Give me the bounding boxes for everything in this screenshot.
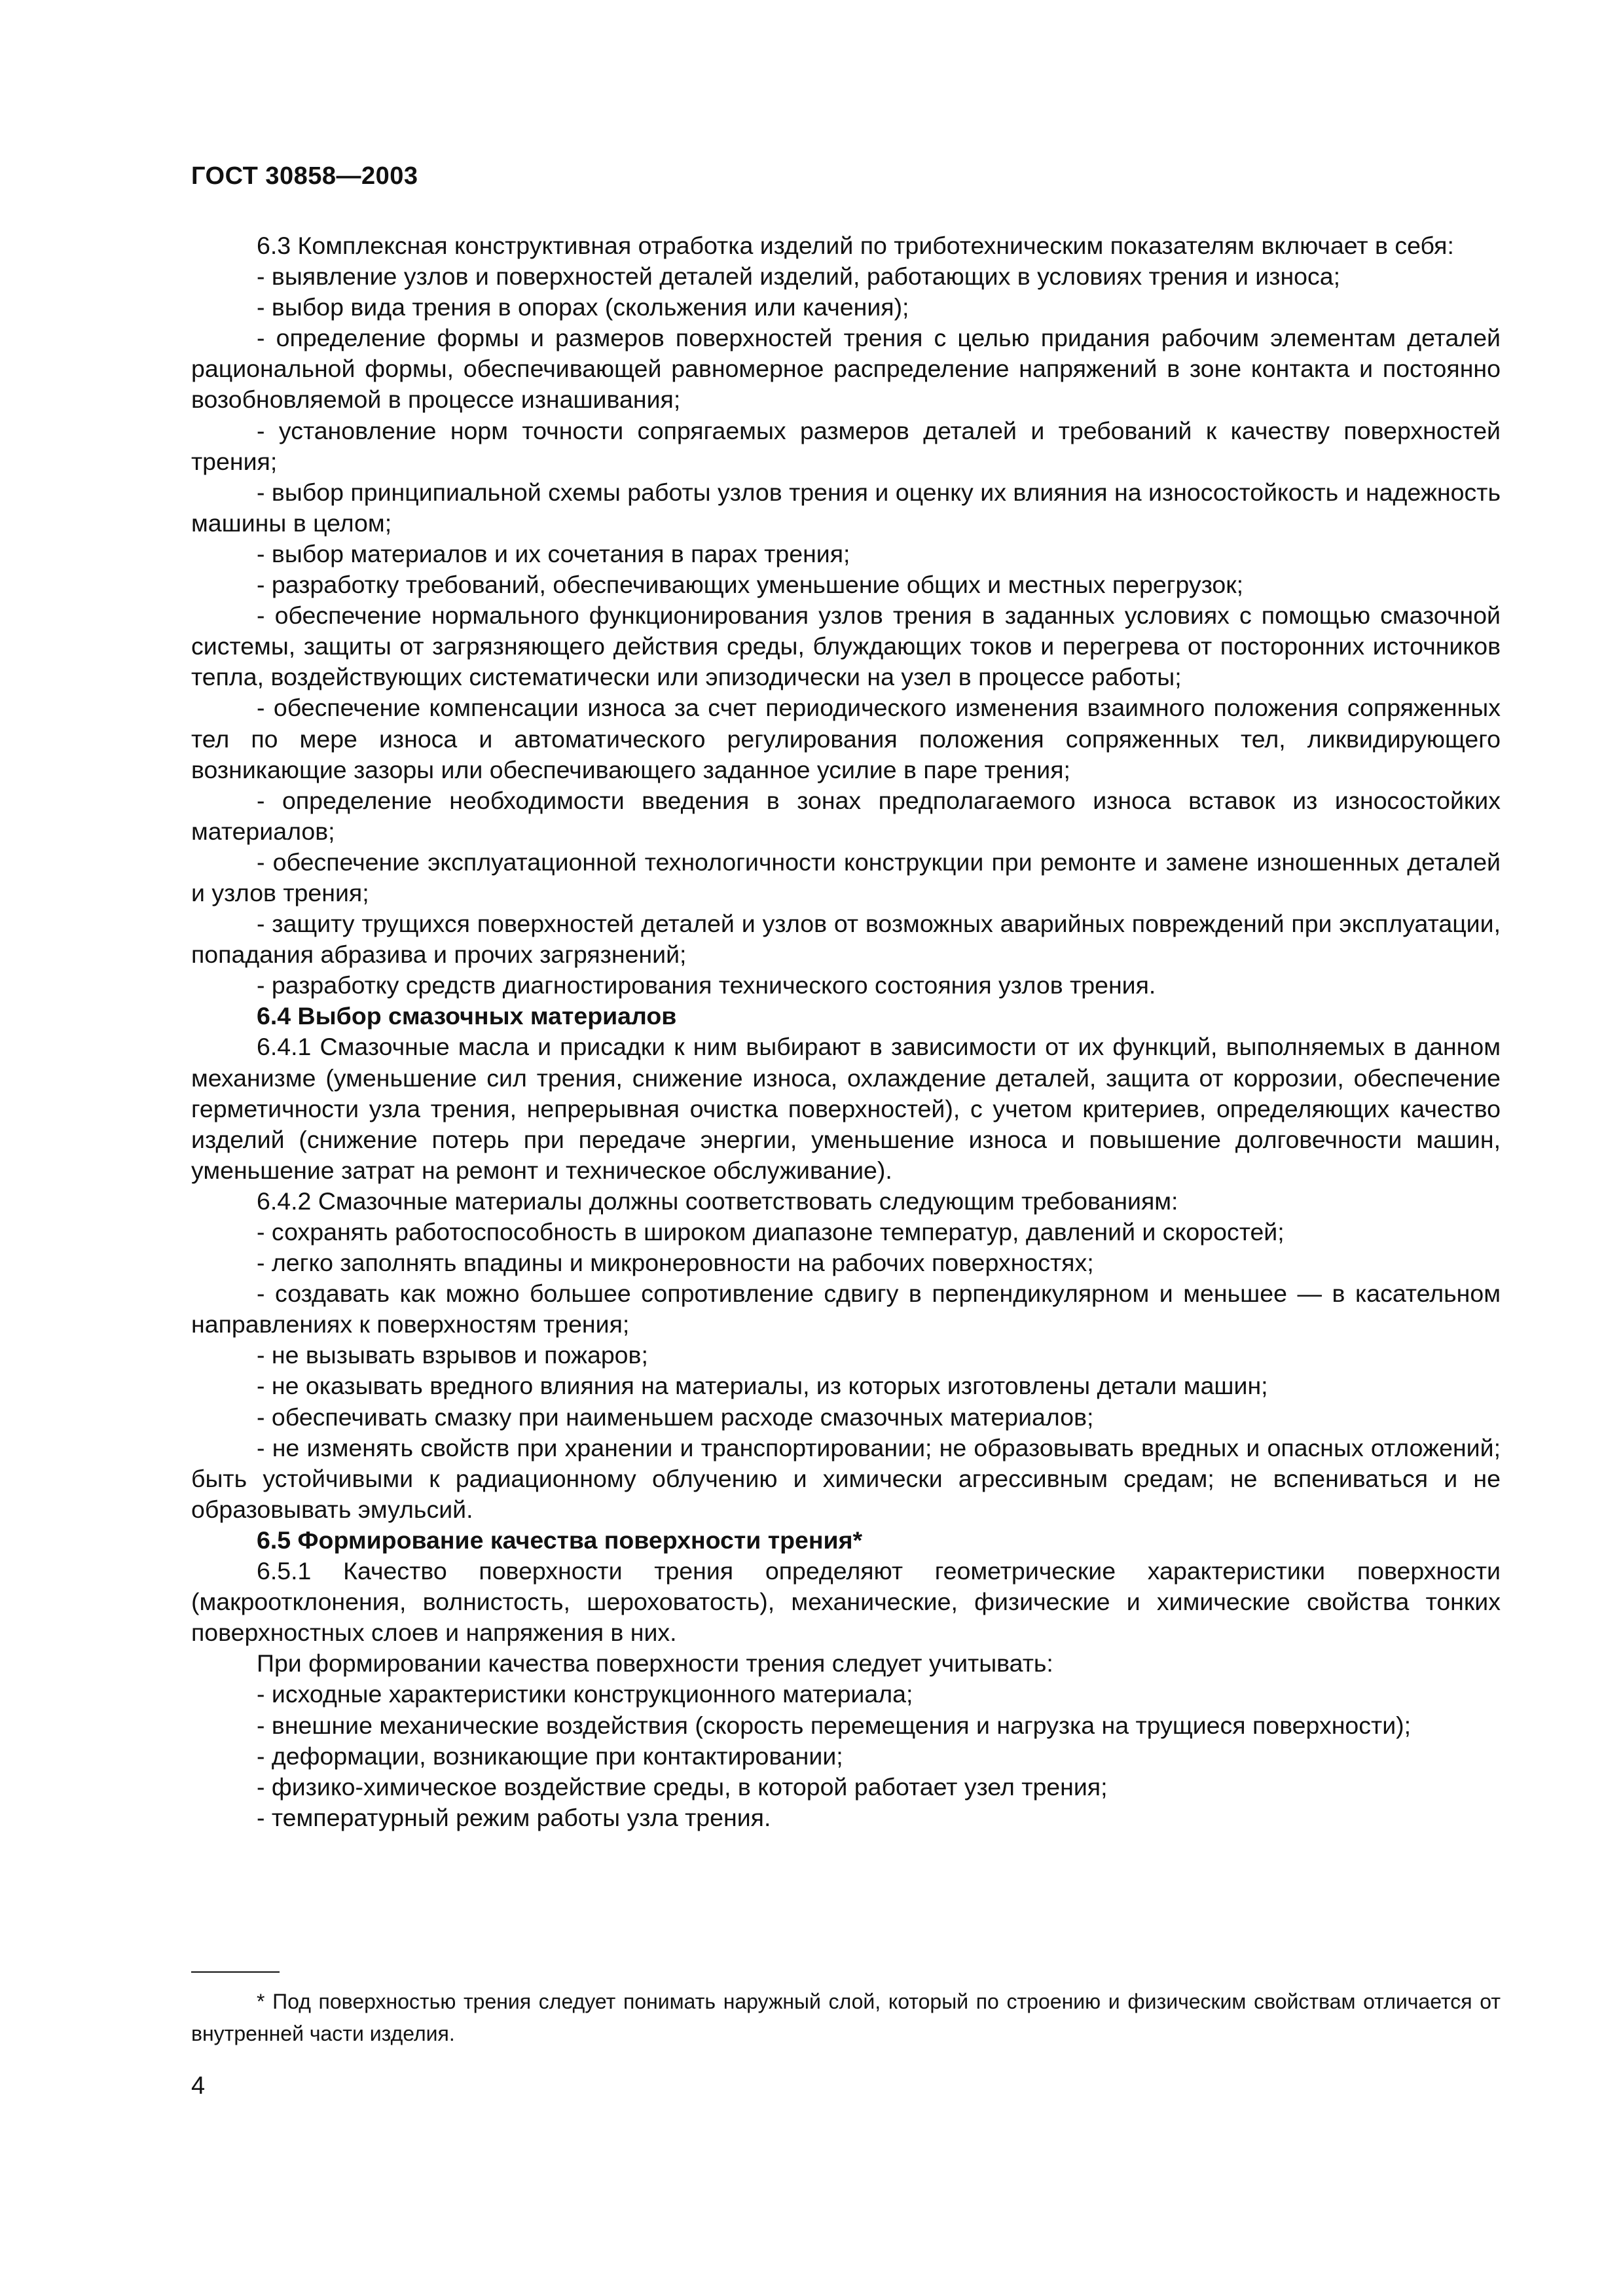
list-item: - выбор материалов и их сочетания в парах трения; <box>257 539 850 567</box>
list-item: - определение формы и размеров поверхностей трения с целью придания рабочим элементам деталей рациональной формы, обеспечивающей равномерное распределение напряжений в зоне контакта и постоянно возобновляемой в процессе изнашивания; <box>191 324 1501 414</box>
list-item: - не вызывать взрывов и пожаров; <box>257 1341 648 1369</box>
list-item: - выбор вида трения в опорах (скольжения или качения); <box>257 293 909 321</box>
list-item: - разработку средств диагностирования технического состояния узлов трения. <box>257 971 1156 999</box>
list-item: - физико-химическое воздействие среды, в которой работает узел трения; <box>257 1772 1108 1801</box>
list-item: - обеспечение компенсации износа за счет периодического изменения взаимного положения сопряженных тел по мере износа и автоматического регулирования положения сопряженных тел, ликвидирующего возникающие зазоры или обеспечивающего заданное усилие в паре трения; <box>191 694 1501 783</box>
document-header: ГОСТ 30858—2003 <box>191 162 418 190</box>
list-item: - легко заполнять впадины и микронеровности на рабочих поверхностях; <box>257 1249 1094 1277</box>
section-heading-6-4: 6.4 Выбор смазочных материалов <box>257 1002 677 1030</box>
list-item: - внешние механические воздействия (скорость перемещения и нагрузка на трущиеся поверхности); <box>257 1711 1412 1739</box>
list-item: - обеспечивать смазку при наименьшем расходе смазочных материалов; <box>257 1403 1094 1431</box>
clause-6-4-2: 6.4.2 Смазочные материалы должны соответствовать следующим требованиям: <box>257 1187 1178 1215</box>
list-item: - выбор принципиальной схемы работы узлов трения и оценку их влияния на износостойкость и надежность машины в целом; <box>191 478 1501 537</box>
list-item: - определение необходимости введения в зонах предполагаемого износа вставок из износостойких материалов; <box>191 786 1501 845</box>
main-text <box>191 230 1501 1833</box>
page-number: 4 <box>191 2072 206 2100</box>
footnote-divider <box>191 1971 280 1973</box>
clause-6-4-1: 6.4.1 Смазочные масла и присадки к ним выбирают в зависимости от их функций, выполняемых в данном механизме (уменьшение сил трения, снижение износа, охлаждение деталей, защита от коррозии, обеспечение герметичности узла трения, непрерывная очистка поверхностей), с учетом критериев, определяющих качество изделий (снижение потерь при передаче энергии, уменьшение износа и повышение долговечности машин, уменьшение затрат на ремонт и техническое обслуживание). <box>191 1033 1501 1184</box>
list-item: - обеспечение эксплуатационной технологичности конструкции при ремонте и замене изношенных деталей и узлов трения; <box>191 848 1501 906</box>
list-item: - исходные характеристики конструкционного материала; <box>257 1680 913 1708</box>
list-item: - разработку требований, обеспечивающих уменьшение общих и местных перегрузок; <box>257 571 1244 599</box>
footnote: * Под поверхностью трения следует понимать наружный слой, который по строению и физическим свойствам отличается от внутренней части изделия. <box>191 1990 1501 2045</box>
section-heading-6-5: 6.5 Формирование качества поверхности трения* <box>257 1526 863 1554</box>
list-item: - выявление узлов и поверхностей деталей изделий, работающих в условиях трения и износа; <box>257 262 1341 291</box>
clause-6-3: 6.3 Комплексная конструктивная отработка изделий по триботехническим показателям включает в себя: <box>257 232 1454 259</box>
list-item: - защиту трущихся поверхностей деталей и узлов от возможных аварийных повреждений при эксплуатации, попадания абразива и прочих загрязнений; <box>191 910 1501 969</box>
intro-paragraph: При формировании качества поверхности трения следует учитывать: <box>257 1649 1053 1677</box>
list-item: - обеспечение нормального функционирования узлов трения в заданных условиях с помощью смазочной системы, защиты от загрязняющего действия среды, блуждающих токов и перегрева от посторонних источников тепла, воздействующих систематически или эпизодически на узел в процессе работы; <box>191 601 1501 691</box>
list-item: - не изменять свойств при хранении и транспортировании; не образовывать вредных и опасных отложений; быть устойчивыми к радиационному облучению и химически агрессивным средам; не вспениваться и не образовывать эмульсий. <box>191 1433 1501 1523</box>
clause-6-5-1: 6.5.1 Качество поверхности трения определяют геометрические характеристики поверхности (макроотклонения, волнистость, шероховатость), механические, физические и химические свойства тонких поверхностных слоев и напряжения в них. <box>191 1557 1501 1647</box>
list-item: - сохранять работоспособность в широком диапазоне температур, давлений и скоростей; <box>257 1218 1285 1246</box>
list-item: - температурный режим работы узла трения. <box>257 1803 771 1831</box>
list-item: - деформации, возникающие при контактировании; <box>257 1742 843 1770</box>
list-item: - создавать как можно большее сопротивление сдвигу в перпендикулярном и меньшее — в касательном направлениях к поверхностям трения; <box>191 1280 1501 1338</box>
list-item: - не оказывать вредного влияния на материалы, из которых изготовлены детали машин; <box>257 1372 1268 1400</box>
list-item: - установление норм точности сопрягаемых размеров деталей и требований к качеству поверхностей трения; <box>191 416 1501 475</box>
